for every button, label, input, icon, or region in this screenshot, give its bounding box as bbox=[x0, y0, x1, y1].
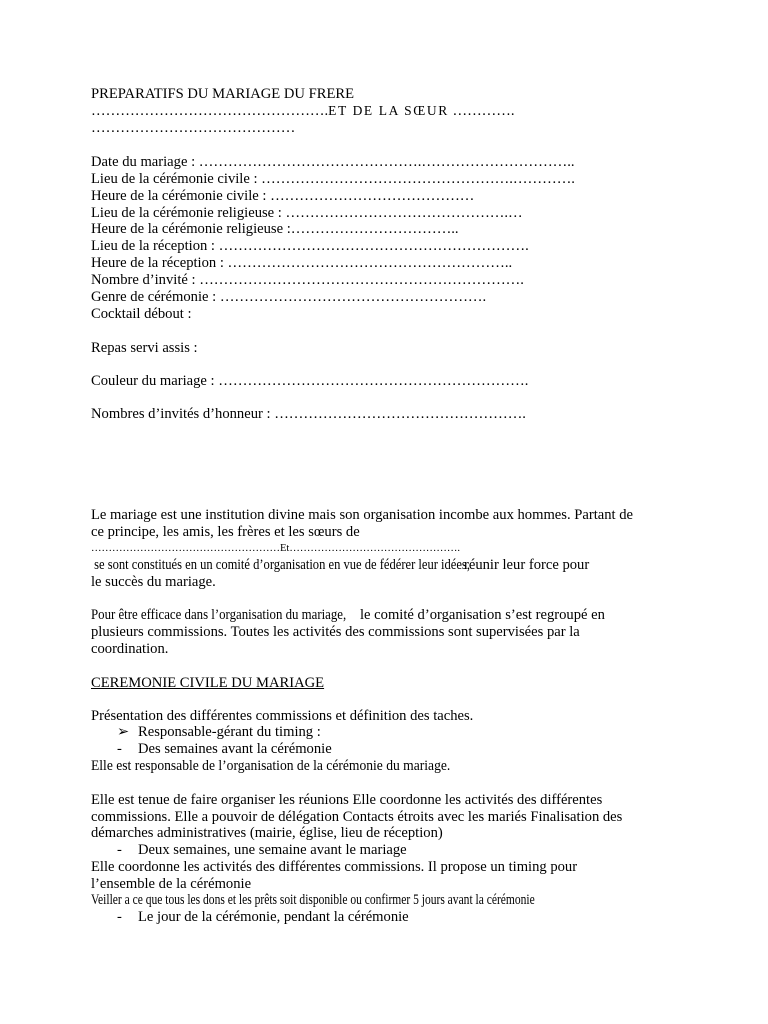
field-cocktail: Cocktail débout : bbox=[91, 306, 192, 322]
field-date: Date du mariage : ……………………………………….………………………….. bbox=[91, 154, 575, 170]
para-line: commissions. Elle a pouvoir de délégation Contacts étroits avec les mariés Finalisation des bbox=[91, 809, 623, 825]
intro-line-2: ce principe, les amis, les frères et les sœurs de bbox=[91, 524, 360, 540]
intro-line-4b: réunir leur force pour bbox=[464, 557, 590, 573]
field-genre-ceremonie: Genre de cérémonie : ………………………………………………. bbox=[91, 289, 487, 305]
field-lieu-civile: Lieu de la cérémonie civile : …………………………………………….…………. bbox=[91, 171, 575, 187]
blank-dots: …………. bbox=[448, 103, 515, 119]
intro-line-3: ………………………………………………Et…………………………………………. bbox=[91, 543, 460, 554]
intro-line-5: le succès du mariage. bbox=[91, 574, 216, 590]
field-invites-honneur: Nombres d’invités d’honneur : ……………………………………………. bbox=[91, 406, 526, 422]
title-line-2 bbox=[91, 103, 515, 120]
para-line: Elle est tenue de faire organiser les réunions Elle coordonne les activités des différentes bbox=[91, 792, 603, 808]
list-item: Des semaines avant la cérémonie bbox=[138, 741, 332, 757]
dash-bullet-icon: - bbox=[117, 909, 122, 925]
field-couleur: Couleur du mariage : ………………………………………………………. bbox=[91, 373, 529, 389]
para-condensed: Veiller a ce que tous les dons et les prêts soit disponible ou confirmer 5 jours avant la cérémonie bbox=[91, 892, 535, 908]
list-item: Responsable-gérant du timing : bbox=[138, 724, 321, 740]
field-heure-religieuse: Heure de la cérémonie religieuse :…………………………….. bbox=[91, 221, 459, 237]
para-line: l’ensemble de la cérémonie bbox=[91, 876, 252, 892]
field-lieu-religieuse: Lieu de la cérémonie religieuse : ……………………………………….… bbox=[91, 205, 523, 221]
field-heure-reception: Heure de la réception : ………………………………………………….. bbox=[91, 255, 513, 271]
field-nombre-invite: Nombre d’invité : …………………………………………………………. bbox=[91, 272, 524, 288]
presentation-line: Présentation des différentes commissions et définition des taches. bbox=[91, 708, 474, 724]
org-line-1b: le comité d’organisation s’est regroupé en bbox=[360, 607, 605, 623]
para-line: démarches administratives (mairie, église, lieu de réception) bbox=[91, 825, 443, 841]
list-item: Le jour de la cérémonie, pendant la cérémonie bbox=[138, 909, 409, 925]
arrow-bullet-icon: ➢ bbox=[117, 724, 130, 740]
field-heure-civile: Heure de la cérémonie civile : …………………………………… bbox=[91, 188, 475, 204]
org-line-2: plusieurs commissions. Toutes les activités des commissions sont supervisées par la bbox=[91, 624, 580, 640]
resp-line bbox=[91, 758, 477, 775]
list-item: Deux semaines, une semaine avant le mariage bbox=[138, 842, 407, 858]
field-repas: Repas servi assis : bbox=[91, 340, 198, 356]
org-line-1a: Pour être efficace dans l’organisation du mariage, bbox=[91, 607, 350, 623]
document-title: PREPARATIFS DU MARIAGE DU FRERE bbox=[91, 86, 355, 102]
field-lieu-reception: Lieu de la réception : ………………………………………………………. bbox=[91, 238, 529, 254]
title-line-3: …………………………………… bbox=[91, 120, 296, 136]
intro-line-1: Le mariage est une institution divine mais son organisation incombe aux hommes. Partant de bbox=[91, 507, 634, 523]
dash-bullet-icon: - bbox=[117, 741, 122, 757]
intro-line-4a: se sont constitués en un comité d’organisation en vue de fédérer leur idées, bbox=[91, 557, 474, 573]
resp-text: Elle est responsable de l’organisation de la cérémonie du mariage. bbox=[91, 758, 451, 774]
dash-bullet-icon: - bbox=[117, 842, 122, 858]
intro-line-4 bbox=[91, 557, 589, 574]
para-line bbox=[91, 892, 653, 909]
org-line-1 bbox=[91, 607, 605, 624]
sister-label: ET DE LA SŒUR bbox=[328, 103, 449, 118]
para-line: Elle coordonne les activités des différentes commissions. Il propose un timing pour bbox=[91, 859, 578, 875]
section-heading: CEREMONIE CIVILE DU MARIAGE bbox=[91, 675, 325, 691]
blank-dots: …………………………………………. bbox=[91, 103, 329, 119]
org-line-3: coordination. bbox=[91, 641, 169, 657]
